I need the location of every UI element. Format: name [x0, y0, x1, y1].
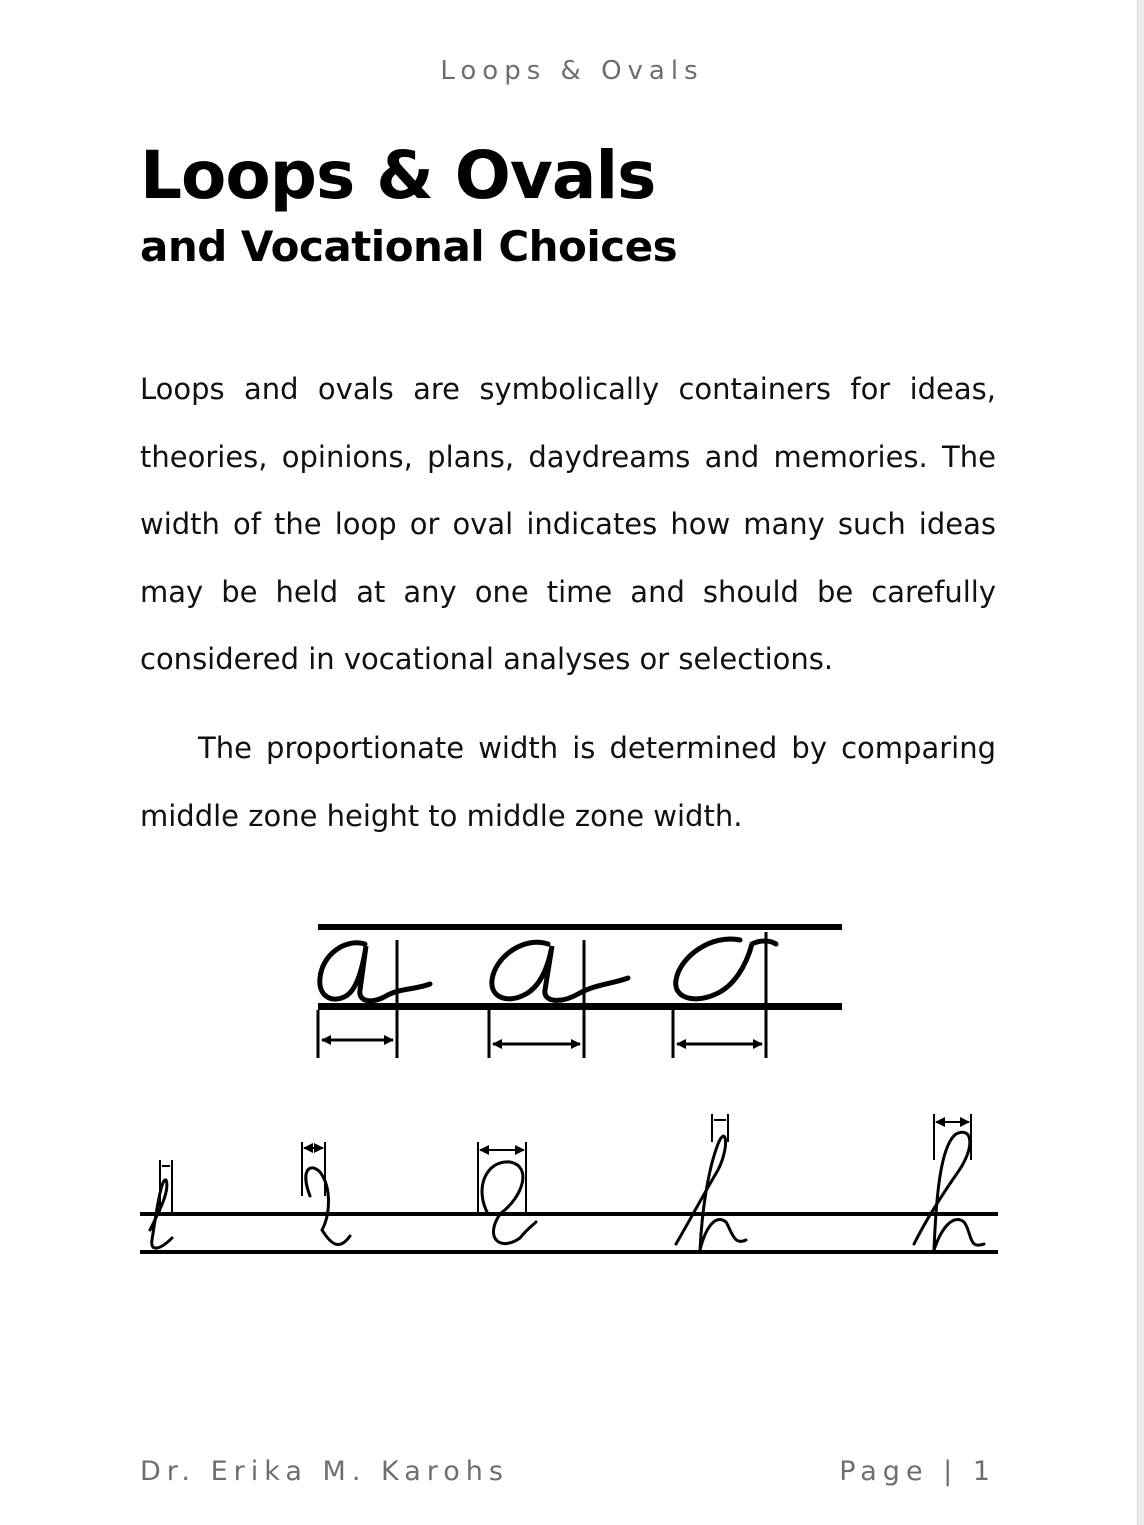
body-paragraph-1: Loops and ovals are symbolically containers for ideas, theories, opinions, plans, daydreams and memories. The width of the loop or oval indicates how many such ideas may be held at any one time and should be carefully considered in vocational analyses or selections. — [140, 372, 996, 676]
cursive-letter-a-wide — [676, 939, 776, 999]
loop-guides — [140, 1212, 998, 1254]
page-subtitle: and Vocational Choices — [140, 222, 678, 271]
cursive-letter-l-2 — [306, 1168, 350, 1245]
footer-author: Dr. Erika M. Karohs — [140, 1456, 509, 1487]
cursive-letter-a-narrow — [320, 943, 430, 1001]
cursive-letter-h-1 — [676, 1136, 746, 1250]
cursive-letter-h-2 — [914, 1132, 984, 1250]
cursive-letter-l-3 — [482, 1162, 536, 1244]
footer-page-number: Page | 1 — [839, 1456, 996, 1487]
cursive-letter-a-medium — [492, 942, 628, 1000]
body-paragraph-2: The proportionate width is determined by comparing middle zone height to middle zone width. — [140, 731, 996, 833]
page-title: Loops & Ovals — [140, 137, 656, 214]
running-header: Loops & Ovals — [440, 56, 704, 86]
width-markers-bottom — [160, 1114, 971, 1215]
